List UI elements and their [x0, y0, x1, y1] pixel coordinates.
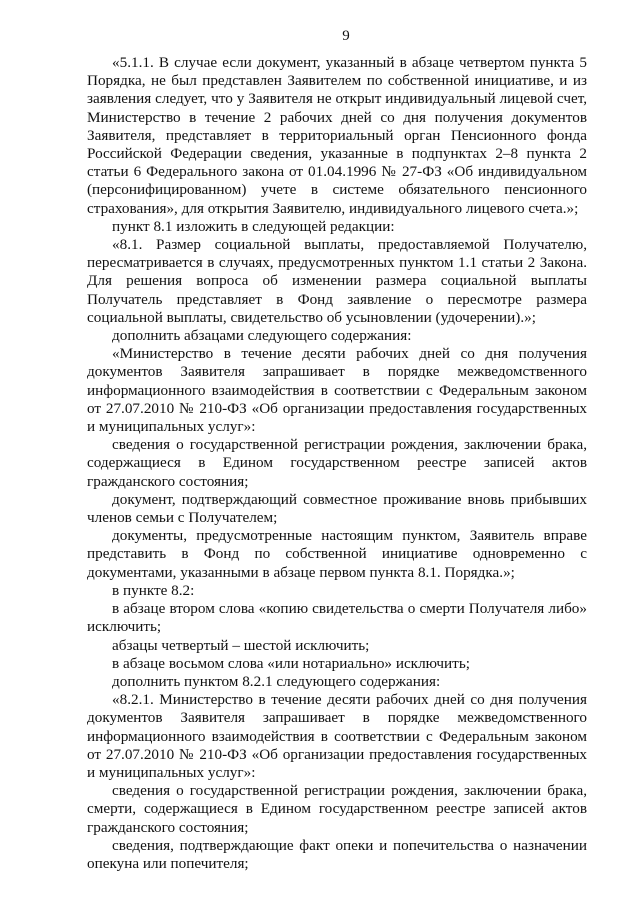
- paragraph-own-initiative: документы, предусмотренные настоящим пунктом, Заявитель вправе представить в Фонд по собственной инициативе одновременно с документами, указанными в абзаце первом пункта 8.1. Порядка.»;: [87, 527, 587, 581]
- page-number: 9: [342, 28, 350, 44]
- paragraph-instruction-8-1: пункт 8.1 изложить в следующей редакции:: [112, 217, 395, 235]
- paragraph-instruction-8-2-1: дополнить пунктом 8.2.1 следующего содержания:: [112, 672, 441, 690]
- document-body: [87, 54, 587, 873]
- paragraph-registration-info: сведения о государственной регистрации рождения, заключении брака, содержащиеся в Едином государственном реестре записей актов гражданского состояния;: [87, 436, 587, 490]
- paragraph-fourth-sixth: абзацы четвертый – шестой исключить;: [112, 636, 370, 654]
- paragraph-registration-death-info: сведения о государственной регистрации рождения, заключении брака, смерти, содержащиеся в Едином государственном реестре записей актов гражданского состояния;: [87, 782, 587, 836]
- paragraph-guardianship-info: сведения, подтверждающие факт опеки и попечительства о назначении опекуна или попечителя;: [87, 836, 587, 872]
- paragraph-ministry-request: «Министерство в течение десяти рабочих дней со дня получения документов Заявителя запрашивает в порядке межведомственного информационного взаимодействия в соответствии с Федеральным законом от 27.07.2010 № 210-ФЗ «Об организации предоставления государственных и муниципальных услуг»:: [87, 345, 587, 436]
- paragraph-instruction-add: дополнить абзацами следующего содержания:: [112, 327, 412, 345]
- paragraph-5-1-1: «5.1.1. В случае если документ, указанный в абзаце четвертом пункта 5 Порядка, не был представлен Заявителем по собственной инициативе, и из заявления следует, что у Заявителя не открыт индивидуальный лицевой счет, Министерство в течение 2 рабочих дней со дня получения документов Заявителя, представляет в территориальный орган Пенсионного фонда Российской Федерации сведения, указанные в подпунктах 2–8 пункта 2 статьи 6 Федерального закона от 01.04.1996 № 27-ФЗ «Об индивидуальном (персонифицированном) учете в системе обязательного пенсионного страхования», для открытия Заявителю, индивидуального лицевого счета.»;: [87, 54, 587, 217]
- paragraph-second-abzac: в абзаце втором слова «копию свидетельства о смерти Получателя либо» исключить;: [87, 600, 587, 636]
- paragraph-8-2-1: «8.2.1. Министерство в течение десяти рабочих дней со дня получения документов Заявителя запрашивает в порядке межведомственного информационного взаимодействия в соответствии с Федеральным законом от 27.07.2010 № 210-ФЗ «Об организации предоставления государственных и муниципальных услуг»:: [87, 691, 587, 781]
- paragraph-eighth: в абзаце восьмом слова «или нотариально» исключить;: [112, 654, 470, 672]
- paragraph-cohabitation-document: документ, подтверждающий совместное проживание вновь прибывших членов семьи с Получателем;: [87, 490, 587, 527]
- paragraph-instruction-8-2: в пункте 8.2:: [112, 581, 195, 599]
- paragraph-8-1: «8.1. Размер социальной выплаты, предоставляемой Получателю, пересматривается в случаях, предусмотренных пунктом 1.1 статьи 2 Закона. Для решения вопроса об изменении размера социальной выплаты Получатель представляет в Фонд заявление о пересмотре размера социальной выплаты, свидетельство об усыновлении (удочерении).»;: [87, 236, 587, 326]
